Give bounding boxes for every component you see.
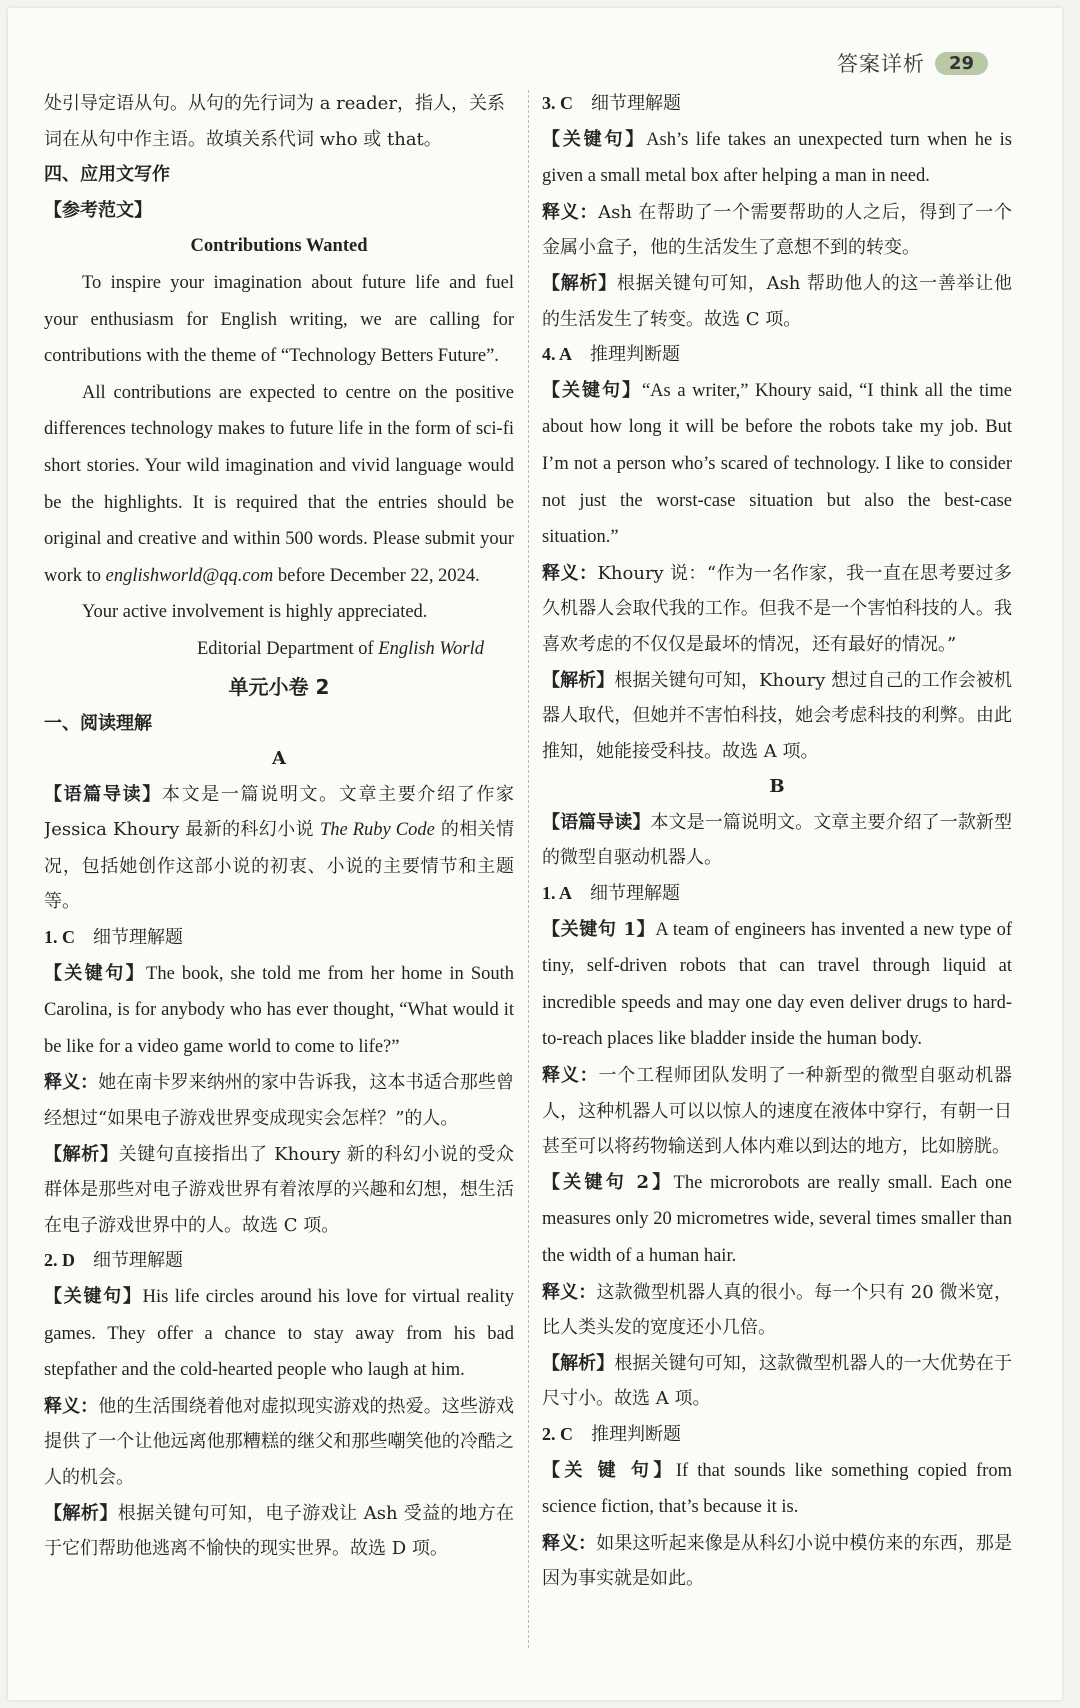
question-2-header: 2. D 细节理解题	[44, 1250, 183, 1272]
b1-explanation-1: 释义：一个工程师团队发明了一种新型的微型自驱动机器人，这种机器人可以以惊人的速度在液体中穿行，有朝一日甚至可以将药物输送到人体内难以到达的地方，比如膀胱。	[542, 1065, 1012, 1158]
essay-title: Contributions Wanted	[190, 236, 368, 257]
question-b2-header: 2. C 推理判断题	[542, 1423, 681, 1445]
unit-title: 单元小卷 2	[228, 674, 330, 699]
left-column	[44, 86, 514, 1668]
right-column	[542, 86, 1012, 1668]
b1-key-sentence-2: 【关键句 2】The microrobots are really small. Each one measures only 20 micrometres wide, several times smaller than the width of a human hair.	[542, 1171, 1012, 1266]
q4-key-sentence: 【关键句】“As a writer,” Khoury said, “I think all the time about how long it will be before the robots take my job. But I’m not a person who’s scared of technology. I like to consider not just the worst-case situation but also the best-case situation.”	[542, 379, 1012, 548]
b1-analysis: 【解析】根据关键句可知，这款微型机器人的一大优势在于尺寸小。故选 A 项。	[542, 1352, 1012, 1410]
email-address: englishworld@qq.com	[105, 565, 274, 586]
guide-a: 【语篇导读】本文是一篇说明文。文章主要介绍了作家 Jessica Khoury 最新的科幻小说 The Ruby Code 的相关情况，包括她创作这部小说的初衷、小说的主要情节和主题等。	[44, 783, 514, 913]
b2-key-sentence: 【关 键 句】If that sounds like something copied from science fiction, that’s because it is.	[542, 1459, 1012, 1518]
guide-b: 【语篇导读】本文是一篇说明文。文章主要介绍了一款新型的微型自驱动机器人。	[542, 811, 1012, 869]
q4-analysis: 【解析】根据关键句可知，Khoury 想过自己的工作会被机器人取代，但她并不害怕科技，她会考虑科技的利弊。由此推知，她能接受科技。故选 A 项。	[542, 669, 1012, 762]
b2-explanation: 释义：如果这听起来像是从科幻小说中模仿来的东西，那是因为事实就是如此。	[542, 1532, 1012, 1590]
section-reading-heading: 一、阅读理解	[44, 712, 152, 734]
q2-key-sentence: 【关键句】His life circles around his love for virtual reality games. They offer a chance to stay away from his bad stepfather and the cold-hearted people who laugh at him.	[44, 1286, 514, 1381]
q2-explanation: 释义：他的生活围绕着他对虚拟现实游戏的热爱。这些游戏提供了一个让他远离他那糟糕的继父和那些嘲笑他的冷酷之人的机会。	[44, 1395, 514, 1488]
column-divider	[528, 90, 529, 1648]
header-title: 答案详析	[836, 52, 925, 76]
passage-b-label: B	[769, 776, 785, 798]
essay-paragraph-3: Your active involvement is highly appreciated.	[82, 602, 428, 623]
question-1-header: 1. C 细节理解题	[44, 927, 183, 949]
passage-a-label: A	[272, 748, 286, 770]
question-4-header: 4. A 推理判断题	[542, 344, 681, 366]
section-writing-heading: 四、应用文写作	[44, 164, 170, 186]
q3-explanation: 释义：Ash 在帮助了一个需要帮助的人之后，得到了一个金属小盒子，他的生活发生了意想不到的转变。	[542, 201, 1012, 259]
q4-explanation: 释义：Khoury 说：“作为一名作家，我一直在思考要过多久机器人会取代我的工作。但我不是一个害怕科技的人。我喜欢考虑的不仅仅是最坏的情况，还有最好的情况。”	[542, 562, 1012, 655]
q3-analysis: 【解析】根据关键句可知，Ash 帮助他人的这一善举让他的生活发生了转变。故选 C 项。	[542, 272, 1012, 330]
essay-signature: Editorial Department of English World	[196, 638, 484, 659]
essay-paragraph-1: To inspire your imagination about future life and fuel your enthusiasm for English writing, we are calling for contributions with the theme of “Technology Betters Future”.	[44, 272, 514, 367]
page-number-badge: 29	[935, 52, 988, 75]
q1-explanation: 释义：她在南卡罗来纳州的家中告诉我，这本书适合那些曾经想过“如果电子游戏世界变成现实会怎样？”的人。	[44, 1072, 514, 1130]
q1-analysis: 【解析】关键句直接指出了 Khoury 新的科幻小说的受众群体是那些对电子游戏世界有着浓厚的兴趣和幻想，想生活在电子游戏世界中的人。故选 C 项。	[44, 1143, 514, 1236]
question-b1-header: 1. A 细节理解题	[542, 883, 681, 905]
intro-line-1: 处引导定语从句。从句的先行词为 a reader，指人，关系	[44, 93, 505, 114]
question-3-header: 3. C 细节理解题	[542, 93, 681, 114]
q2-analysis: 【解析】根据关键句可知，电子游戏让 Ash 受益的地方在于它们帮助他逃离不愉快的现实世界。故选 D 项。	[44, 1502, 514, 1560]
reference-tag: 【参考范文】	[44, 199, 152, 221]
page-header	[837, 48, 988, 78]
q1-key-sentence: 【关键句】The book, she told me from her home in South Carolina, is for anybody who has ever thought, “What would it be like for a video game world to come to life?”	[44, 962, 514, 1057]
b1-key-sentence-1: 【关键句 1】A team of engineers has invented a new type of tiny, self-driven robots that can travel through liquid at incredible speeds and may one day even deliver drugs to hard-to-reach places like bladder inside the human body.	[542, 918, 1012, 1050]
b1-explanation-2: 释义：这款微型机器人真的很小。每一个只有 20 微米宽，比人类头发的宽度还小几倍。	[542, 1281, 1012, 1339]
q3-key-sentence: 【关键句】Ash’s life takes an unexpected turn when he is given a small metal box after helping a man in need.	[542, 128, 1012, 187]
intro-line-2: 词在从句中作主语。故填关系代词 who 或 that。	[44, 128, 442, 150]
essay-paragraph-2: All contributions are expected to centre on the positive differences technology makes to future life in the form of sci-fi short stories. Your wild imagination and vivid language would be the highlights. It is required that the entries should be original and creative and within 500 words. Please submit your work to englishworld@qq.com before December 22, 2024.	[44, 382, 514, 586]
